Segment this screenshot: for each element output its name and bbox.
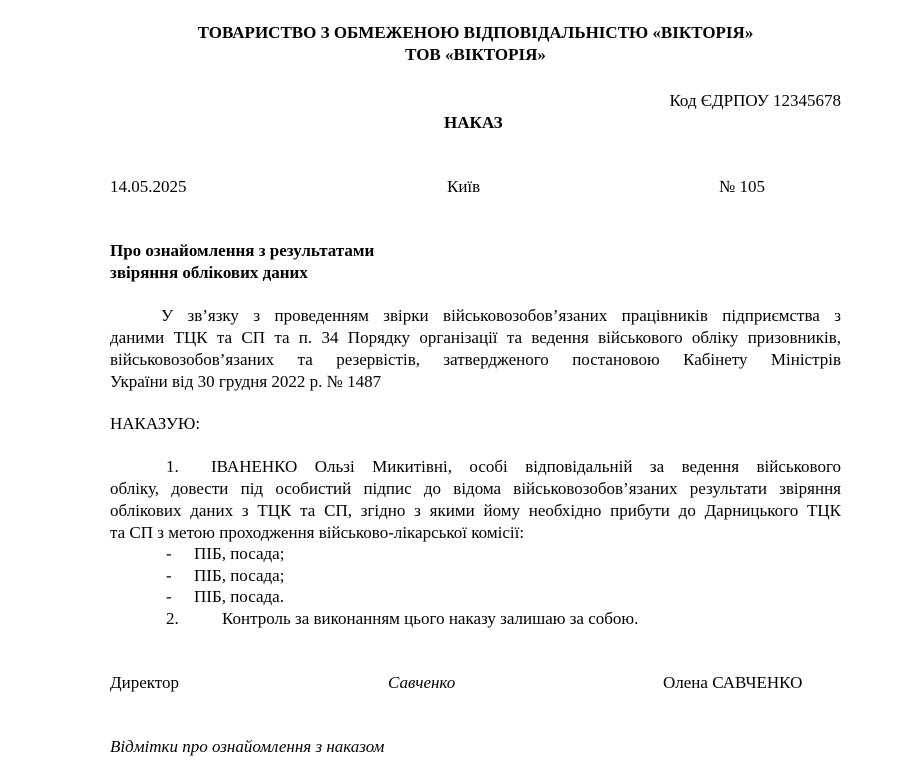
- subject-line-1: Про ознайомлення з результатами: [110, 241, 375, 260]
- sub-list-item: ПІБ, посада;: [194, 544, 285, 563]
- item-1-number: 1.: [166, 457, 179, 476]
- organization-full-name: ТОВАРИСТВО З ОБМЕЖЕНОЮ ВІДПОВІДАЛЬНІСТЮ «ВІКТОРІЯ»: [197, 23, 754, 42]
- sub-list-bullet: -: [166, 587, 172, 606]
- item-1-line: обліку, довести під особистий підпис до відома військовозобов’язаних результати звіряння: [110, 479, 841, 498]
- item-2-text: Контроль за виконанням цього наказу залишаю за собою.: [222, 609, 639, 628]
- signature-position: Директор: [110, 673, 179, 692]
- item-1-line: облікових даних з ТЦК та СП, згідно з якими йому необхідно прибути до Дарницького ТЦК: [110, 501, 841, 520]
- document-type-title: НАКАЗ: [444, 113, 503, 132]
- preamble-line: У зв’язку з проведенням звірки військовозобов’язаних працівників підприємства з: [161, 306, 841, 325]
- sub-list-bullet: -: [166, 566, 172, 585]
- sub-list-bullet: -: [166, 544, 172, 563]
- edrpou-code: Код ЄДРПОУ 12345678: [669, 91, 841, 110]
- item-1-line: та СП з метою проходження військово-лікарської комісії:: [110, 523, 525, 542]
- order-number: № 105: [719, 177, 765, 196]
- organization-short-name: ТОВ «ВІКТОРІЯ»: [405, 45, 546, 64]
- sub-list-item: ПІБ, посада.: [194, 587, 284, 606]
- item-1-paragraph: [110, 456, 841, 544]
- item-1-line: ІВАНЕНКО Ользі Микитівні, особі відповідальній за ведення військового: [211, 457, 841, 476]
- signature-handwritten: Савченко: [388, 673, 456, 692]
- order-date: 14.05.2025: [110, 177, 187, 196]
- signature-name: Олена САВЧЕНКО: [663, 673, 803, 692]
- subject-line-2: звіряння облікових даних: [110, 263, 308, 282]
- item-2-number: 2.: [166, 609, 179, 628]
- preamble-line: України від 30 грудня 2022 р. № 1487: [110, 372, 382, 391]
- preamble-line: даними ТЦК та СП та п. 34 Порядку організації та ведення військового обліку призовників,: [110, 328, 841, 347]
- acknowledgement-heading: Відмітки про ознайомлення з наказом: [110, 737, 385, 756]
- order-word: НАКАЗУЮ:: [110, 414, 201, 433]
- preamble-paragraph: [110, 305, 841, 393]
- preamble-line: військовозобов’язаних та резервістів, затвердженого постановою Кабінету Міністрів: [110, 350, 841, 369]
- sub-list-item: ПІБ, посада;: [194, 566, 285, 585]
- order-city: Київ: [447, 177, 481, 196]
